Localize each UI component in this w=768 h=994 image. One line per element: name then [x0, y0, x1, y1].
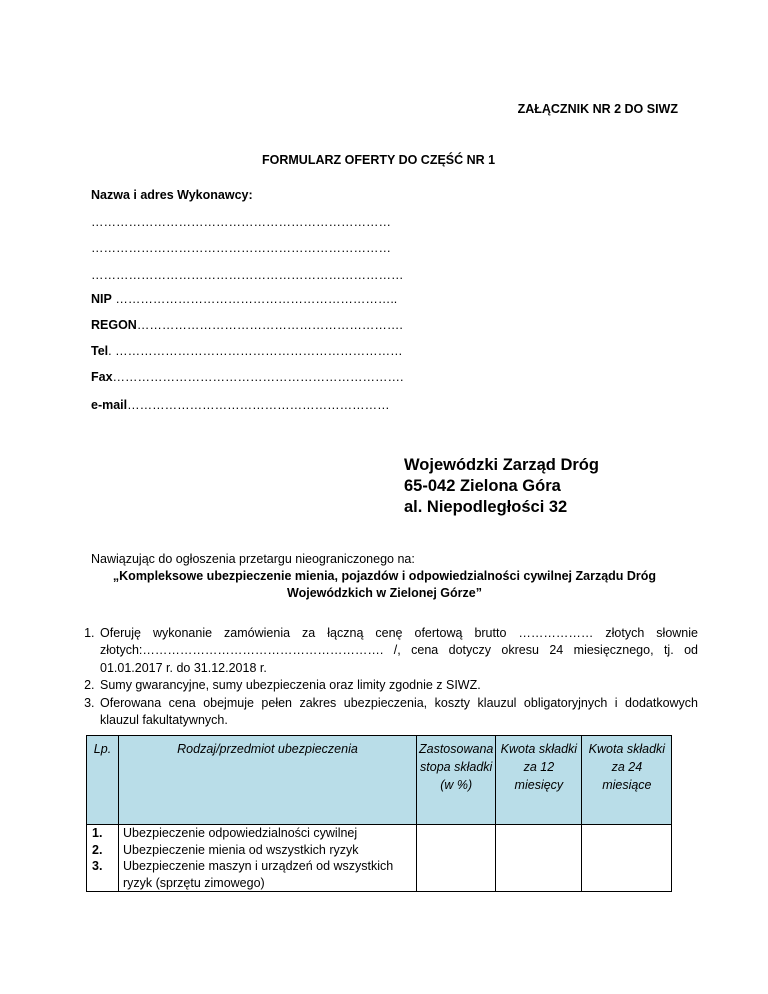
tel-field	[91, 344, 403, 358]
row-number-1: 1.	[92, 826, 103, 840]
header-premium-24: Kwota składki za 24 miesiące	[582, 736, 672, 825]
insurance-item-2: Ubezpieczenie mienia od wszystkich ryzyk	[123, 842, 359, 857]
premium-12-cell[interactable]	[496, 825, 582, 892]
header-rate: Zastosowana stopa składki (w %)	[417, 736, 496, 825]
email-dots: ………………………………………………………	[127, 398, 390, 412]
nip-field	[91, 292, 397, 306]
fax-dots: …………………………………………………………….	[112, 370, 404, 384]
fax-field	[91, 370, 404, 384]
form-title: FORMULARZ OFERTY DO CZĘŚĆ NR 1	[262, 153, 496, 167]
recipient-name: Wojewódzki Zarząd Dróg	[404, 456, 599, 474]
row-items	[119, 825, 417, 892]
regon-dots: ……………………………………………………….	[136, 318, 403, 332]
regon-field	[91, 318, 403, 332]
contractor-line-3: …………………………………………………………………	[91, 268, 404, 282]
header-lp: Lp.	[87, 736, 119, 825]
rate-cell[interactable]	[417, 825, 496, 892]
email-label: e-mail	[91, 398, 128, 412]
insurance-item-1: Ubezpieczenie odpowiedzialności cywilnej	[123, 826, 358, 840]
contractor-line-1: ………………………………………………………………	[91, 215, 391, 229]
contractor-label: Nazwa i adres Wykonawcy:	[91, 188, 253, 202]
offer-points	[78, 625, 698, 729]
row-number-3: 3.	[92, 859, 103, 873]
fax-label: Fax	[91, 370, 113, 384]
header-type: Rodzaj/przedmiot ubezpieczenia	[119, 736, 417, 825]
table-row	[87, 825, 672, 892]
intro-text: Nawiązując do ogłoszenia przetargu nieograniczonego na:	[91, 552, 415, 566]
tel-dots: . ……………………………………………………………	[108, 344, 403, 358]
nip-dots: …………………………………………………………..	[111, 292, 398, 306]
tender-subject: „Kompleksowe ubezpieczenie mienia, pojazdów i odpowiedzialności cywilnej Zarządu Dróg Wojewódzkich w Zielonej Górze”	[112, 569, 657, 600]
row-numbers	[87, 825, 119, 892]
recipient-street: al. Niepodległości 32	[404, 498, 568, 516]
offer-point-1: 1. Oferuję wykonanie zamówienia za łączną cenę ofertową brutto ……………… złotych słownie złotych:…………………………………………………. /, cena dotyczy okresu 24 miesięcznego, tj. od 01.01.2017 r. do 31.12.2018 r.	[98, 625, 698, 677]
offer-point-2: 2. Sumy gwarancyjne, sumy ubezpieczenia oraz limity zgodnie z SIWZ.	[98, 677, 698, 694]
premium-table	[86, 735, 672, 892]
insurance-item-3: Ubezpieczenie maszyn i urządzeń od wszystkich ryzyk (sprzętu zimowego)	[123, 859, 394, 890]
tel-label: Tel	[91, 344, 109, 358]
row-number-2: 2.	[92, 842, 103, 857]
premium-24-cell[interactable]	[582, 825, 672, 892]
regon-label: REGON	[91, 318, 137, 332]
annex-label: ZAŁĄCZNIK NR 2 DO SIWZ	[517, 102, 678, 116]
header-premium-12: Kwota składki za 12 miesięcy	[496, 736, 582, 825]
offer-point-3: 3. Oferowana cena obejmuje pełen zakres ubezpieczenia, koszty klauzul obligatoryjnych i dodatkowych klauzul fakultatywnych.	[98, 695, 698, 730]
email-field	[91, 398, 390, 412]
recipient-city: 65-042 Zielona Góra	[404, 477, 561, 495]
contractor-line-2: ………………………………………………………………	[91, 241, 391, 255]
nip-label: NIP	[91, 292, 112, 306]
table-header-row	[87, 736, 672, 825]
